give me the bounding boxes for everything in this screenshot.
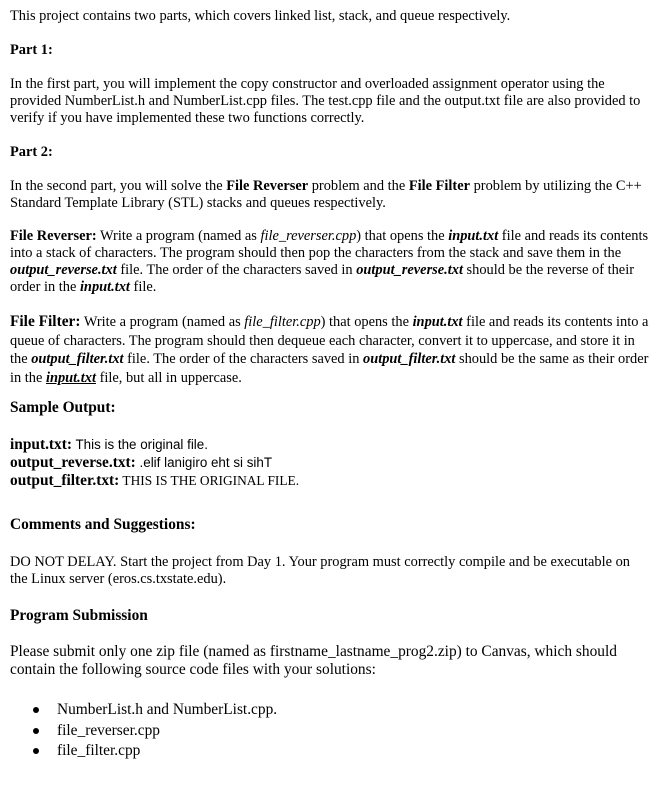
sample-output-block	[10, 436, 650, 490]
intro-paragraph: This project contains two parts, which covers linked list, stack, and queue respectively.	[10, 8, 511, 24]
sample-output-heading: Sample Output:	[10, 399, 116, 416]
comments-paragraph: DO NOT DELAY. Start the project from Day 1. Your program must correctly compile and be executable on the Linux server (eros.cs.txstate.edu).	[10, 554, 630, 587]
file-reverser-paragraph: File Reverser: Write a program (named as file_reverser.cpp) that opens the input.txt file and reads its contents into a stack of characters. The program should then pop the characters from the stack and save them in the output_reverse.txt file. The order of the characters saved in output_reverse.txt should be the reverse of their order in the input.txt file.	[10, 228, 649, 295]
comments-heading: Comments and Suggestions:	[10, 516, 196, 533]
sample-line-reverse: output_reverse.txt: .elif lanigiro eht si sihT	[10, 454, 273, 471]
list-item: file_filter.cpp	[10, 741, 650, 762]
bullet-icon	[33, 728, 39, 734]
submission-heading: Program Submission	[10, 607, 148, 624]
file-filter-term: File Filter	[408, 178, 470, 194]
file-filter-label: File Filter:	[10, 313, 81, 330]
submission-paragraph: Please submit only one zip file (named as firstname_lastname_prog2.zip) to Canvas, which should contain the following source code files with your solutions:	[10, 643, 617, 678]
part1-heading: Part 1:	[10, 42, 53, 58]
list-item: NumberList.h and NumberList.cpp.	[10, 700, 650, 721]
sample-line-filter: output_filter.txt: THIS IS THE ORIGINAL FILE.	[10, 472, 300, 489]
submission-file-list	[10, 700, 650, 762]
bullet-icon	[33, 748, 39, 754]
part2-heading: Part 2:	[10, 144, 53, 160]
file-reverser-term: File Reverser	[226, 178, 309, 194]
bullet-icon	[33, 707, 39, 713]
file-reverser-label: File Reverser:	[10, 228, 97, 244]
list-item: file_reverser.cpp	[10, 721, 650, 742]
sample-line-input: input.txt: This is the original file.	[10, 436, 208, 453]
part1-paragraph: In the first part, you will implement the copy constructor and overloaded assignment operator using the provided NumberList.h and NumberList.cpp files. The test.cpp file and the output.txt file are also provided to verify if you have implemented these two functions correctly.	[10, 76, 641, 126]
part2-paragraph: In the second part, you will solve the File Reverser problem and the File Filter problem by utilizing the C++ Standard Template Library (STL) stacks and queues respectively.	[10, 178, 642, 211]
file-filter-paragraph: File Filter: Write a program (named as file_filter.cpp) that opens the input.txt file and reads its contents into a queue of characters. The program should then dequeue each character, convert it to uppercase, and store it in the output_filter.txt file. The order of the characters saved in output_filter.txt should be the same as their order in the input.txt file, but all in uppercase.	[10, 313, 649, 386]
